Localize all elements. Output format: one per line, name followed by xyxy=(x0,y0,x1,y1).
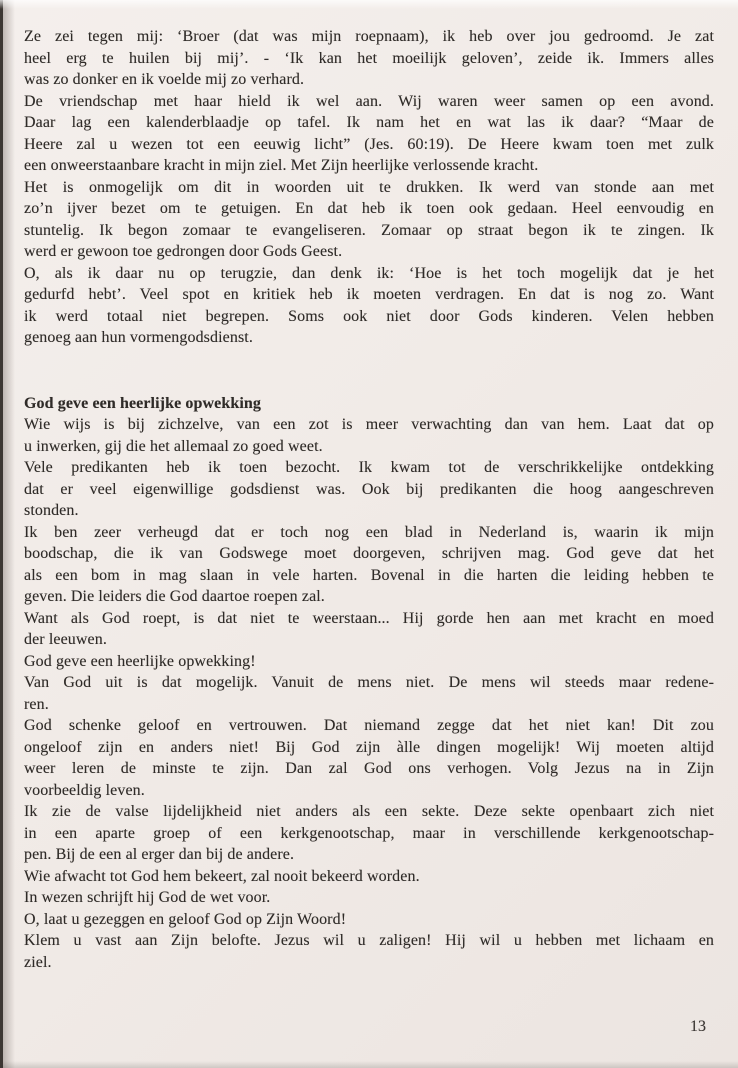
text-line: in een aparte groep of een kerkgenootschap, maar in verschillende kerkgenootschap- xyxy=(24,824,714,842)
text-line: Want als God roept, is dat niet te weerstaan... Hij gorde hen aan met kracht en moed xyxy=(24,609,714,627)
text-line: Ze zei tegen mij: ‘Broer (dat was mijn roepnaam), ik heb over jou gedroomd. Je zat xyxy=(24,28,714,45)
paragraph xyxy=(24,414,714,457)
page-text xyxy=(24,26,714,973)
paragraph xyxy=(24,91,714,177)
text-line: stonden. xyxy=(24,502,79,519)
text-line: Ik ben zeer verheugd dat er toch nog een blad in Nederland is, waarin ik mijn xyxy=(24,523,714,541)
text-section xyxy=(24,393,714,974)
text-line: God geve een heerlijke opwekking! xyxy=(24,652,256,670)
text-line: Daar lag een kalenderblaadje op tafel. Ik nam het en wat las ik daar? “Maar de xyxy=(24,114,714,131)
text-line: Heere zal u wezen tot een eeuwig licht” (Jes. 60:19). De Heere kwam toen met zulk xyxy=(24,135,714,153)
paragraph xyxy=(24,930,714,973)
text-line: een onweerstaanbare kracht in mijn ziel. Met Zijn heerlijke verlossende kracht. xyxy=(24,157,539,174)
text-line: geven. Die leiders die God daartoe roepen zal. xyxy=(24,588,325,605)
text-section xyxy=(24,26,714,349)
text-line: ren. xyxy=(24,695,49,713)
paragraph xyxy=(24,887,714,909)
paragraph xyxy=(24,608,714,651)
paragraph xyxy=(24,866,714,888)
text-line: heel erg te huilen bij mij’. - ‘Ik kan het moeilijk geloven’, zeide ik. Immers alles xyxy=(24,49,714,67)
text-line: was zo donker en ik voelde mij zo verhard. xyxy=(24,71,305,88)
text-line: Wie wijs is bij zichzelve, van een zot is meer verwachting dan van hem. Laat dat op xyxy=(24,416,714,433)
text-line: Ik zie de valse lijdelijkheid niet anders als een sekte. Deze sekte openbaart zich niet xyxy=(24,803,714,820)
text-line: Het is onmogelijk om dit in woorden uit te drukken. Ik werd van stonde aan met xyxy=(24,178,714,196)
text-line: voorbeeldig leven. xyxy=(24,781,145,799)
text-line: Van God uit is dat mogelijk. Vanuit de mens niet. De mens wil steeds maar redene- xyxy=(24,674,714,691)
paragraph xyxy=(24,522,714,608)
paragraph xyxy=(24,672,714,715)
text-line: der leeuwen. xyxy=(24,631,107,648)
page-top-edge xyxy=(0,0,738,9)
text-line: stuntelig. Ik begon zomaar te evangeliseren. Zomaar op straat begon ik te zingen. Ik xyxy=(24,221,714,239)
page-bottom-edge xyxy=(0,1061,738,1068)
text-line: Klem u vast aan Zijn belofte. Jezus wil u zaligen! Hij wil u hebben met lichaam en xyxy=(24,932,714,949)
text-line: genoeg aan hun vormengodsdienst. xyxy=(24,329,253,346)
paragraph xyxy=(24,909,714,931)
text-line: Vele predikanten heb ik toen bezocht. Ik kwam tot de verschrikkelijke ontdekking xyxy=(24,459,714,476)
section-heading: God geve een heerlijke opwekking xyxy=(24,394,261,412)
text-line: weer leren de minste te zijn. Dan zal God ons verhogen. Volg Jezus na in Zijn xyxy=(24,760,714,777)
page-number: 13 xyxy=(690,1018,706,1035)
text-line: O, laat u gezeggen en geloof God op Zijn Woord! xyxy=(24,910,347,928)
text-line: ik werd totaal niet begrepen. Soms ook niet door Gods kinderen. Velen hebben xyxy=(24,307,714,325)
text-line: O, als ik daar nu op terugzie, dan denk ik: ‘Hoe is het toch mogelijk dat je het xyxy=(24,264,714,282)
text-line: De vriendschap met haar hield ik wel aan. Wij waren weer samen op een avond. xyxy=(24,92,714,110)
text-line: ongeloof zijn en anders niet! Bij God zijn àlle dingen mogelijk! Wij moeten altijd xyxy=(24,738,714,756)
text-line: u inwerken, gij die het allemaal zo goed weet. xyxy=(24,437,323,455)
text-line: In wezen schrijft hij God de wet voor. xyxy=(24,889,271,906)
text-line: dat er veel eigenwillige godsdienst was. Ook bij predikanten die hoog aangeschreven xyxy=(24,480,714,498)
text-line: gedurfd hebt’. Veel spot en kritiek heb ik moeten verdragen. En dat is nog zo. Want xyxy=(24,286,714,303)
text-line: werd er gewoon toe gedrongen door Gods Geest. xyxy=(24,243,343,260)
text-line: ziel. xyxy=(24,953,52,971)
paragraph xyxy=(24,801,714,866)
text-line: Wie afwacht tot God hem bekeert, zal nooit bekeerd worden. xyxy=(24,867,420,885)
text-line: God schenke geloof en vertrouwen. Dat niemand zegge dat het niet kan! Dit zou xyxy=(24,717,714,734)
text-line: als een bom in mag slaan in vele harten. Bovenal in die harten die leiding hebben te xyxy=(24,566,714,584)
text-line: boodschap, die ik van Godswege moet doorgeven, schrijven mag. God geve dat het xyxy=(24,545,714,562)
paragraph xyxy=(24,26,714,91)
paragraph xyxy=(24,263,714,349)
text-line: zo’n ijver bezet om te getuigen. En dat heb ik toen ook gedaan. Heel eenvoudig en xyxy=(24,200,714,217)
spine-shadow xyxy=(3,0,15,1068)
paragraph xyxy=(24,715,714,801)
paragraph xyxy=(24,651,714,673)
paragraph xyxy=(24,457,714,522)
text-line: pen. Bij de een al erger dan bij de andere. xyxy=(24,846,295,863)
paragraph xyxy=(24,177,714,263)
